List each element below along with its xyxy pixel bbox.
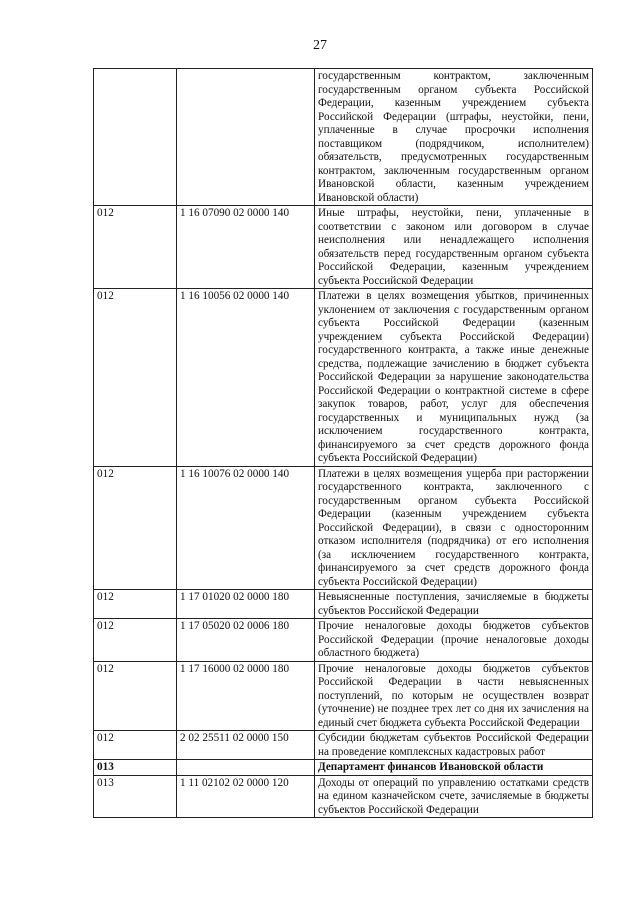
budget-classification-code-cell: 1 16 10056 02 0000 140 xyxy=(177,289,315,467)
revenue-description-cell: Иные штрафы, неустойки, пени, уплаченные в соответствии с законом или договором в случае неисполнения или ненадлежащего исполнения обязательств перед государственным органом субъекта Российской Федерации, казенным учреждением субъекта Российской Федерации xyxy=(315,206,593,289)
revenue-description-cell: Платежи в целях возмещения убытков, причиненных уклонением от заключения с государственным органом субъекта Российской Федерации (казенным учреждением субъекта Российской Федерации) государственного контракта, а также иные денежные средства, подлежащие зачислению в бюджет субъекта Российской Федерации за нарушение законодательства Российской Федерации о контрактной системе в сфере закупок товаров, работ, услуг для обеспечения государственных и муниципальных нужд (за исключением государственного контракта, финансируемого за счет средств дорожного фонда субъекта Российской Федерации) xyxy=(315,289,593,467)
table-row xyxy=(94,775,593,818)
table-row xyxy=(94,206,593,289)
revenue-codes-table xyxy=(93,68,593,818)
admin-code-cell: 012 xyxy=(94,289,177,467)
revenue-description-cell: Доходы от операций по управлению остатками средств на едином казначейском счете, зачисляемые в бюджеты субъектов Российской Федерации xyxy=(315,775,593,818)
budget-classification-code-cell: 2 02 25511 02 0000 150 xyxy=(177,731,315,760)
revenue-description-cell: государственным контрактом, заключенным государственным органом субъекта Российской Федерации, казенным учреждением субъекта Российской Федерации (штрафы, неустойки, пени, уплаченные в случае просрочки исполнения поставщиком (подрядчиком, исполнителем) обязательств, предусмотренных государственным контрактом, заключенным государственным органом Ивановской области, казенным учреждением Ивановской области) xyxy=(315,69,593,206)
budget-classification-code-cell: 1 16 10076 02 0000 140 xyxy=(177,466,315,590)
revenue-description-cell: Департамент финансов Ивановской области xyxy=(315,760,593,776)
table-row xyxy=(94,466,593,590)
page-number: 27 xyxy=(313,38,327,53)
admin-code-cell: 012 xyxy=(94,661,177,731)
table-row xyxy=(94,69,593,206)
table-row xyxy=(94,289,593,467)
admin-code-cell: 012 xyxy=(94,619,177,662)
admin-code-cell: 012 xyxy=(94,731,177,760)
admin-code-cell: 012 xyxy=(94,206,177,289)
admin-code-cell: 013 xyxy=(94,760,177,776)
budget-classification-code-cell xyxy=(177,760,315,776)
budget-classification-code-cell: 1 11 02102 02 0000 120 xyxy=(177,775,315,818)
table-row xyxy=(94,661,593,731)
department-row xyxy=(94,760,593,776)
budget-classification-code-cell: 1 17 16000 02 0000 180 xyxy=(177,661,315,731)
revenue-description-cell: Субсидии бюджетам субъектов Российской Федерации на проведение комплексных кадастровых работ xyxy=(315,731,593,760)
budget-classification-code-cell: 1 17 05020 02 0006 180 xyxy=(177,619,315,662)
budget-classification-code-cell: 1 17 01020 02 0000 180 xyxy=(177,590,315,619)
budget-classification-code-cell: 1 16 07090 02 0000 140 xyxy=(177,206,315,289)
table-row xyxy=(94,590,593,619)
revenue-description-cell: Невыясненные поступления, зачисляемые в бюджеты субъектов Российской Федерации xyxy=(315,590,593,619)
revenue-description-cell: Прочие неналоговые доходы бюджетов субъектов Российской Федерации (прочие неналоговые доходы областного бюджета) xyxy=(315,619,593,662)
revenue-description-cell: Платежи в целях возмещения ущерба при расторжении государственного контракта, заключенного с государственным органом субъекта Российской Федерации (казенным учреждением субъекта Российской Федерации), в связи с односторонним отказом исполнителя (подрядчика) от его исполнения (за исключением государственного контракта, финансируемого за счет средств дорожного фонда субъекта Российской Федерации) xyxy=(315,466,593,590)
table-row xyxy=(94,731,593,760)
revenue-description-cell: Прочие неналоговые доходы бюджетов субъектов Российской Федерации в части невыясненных поступлений, по которым не осуществлен возврат (уточнение) не позднее трех лет со дня их зачисления на единый счет бюджета субъекта Российской Федерации xyxy=(315,661,593,731)
admin-code-cell: 013 xyxy=(94,775,177,818)
admin-code-cell: 012 xyxy=(94,590,177,619)
budget-classification-code-cell xyxy=(177,69,315,206)
admin-code-cell xyxy=(94,69,177,206)
admin-code-cell: 012 xyxy=(94,466,177,590)
table-row xyxy=(94,619,593,662)
